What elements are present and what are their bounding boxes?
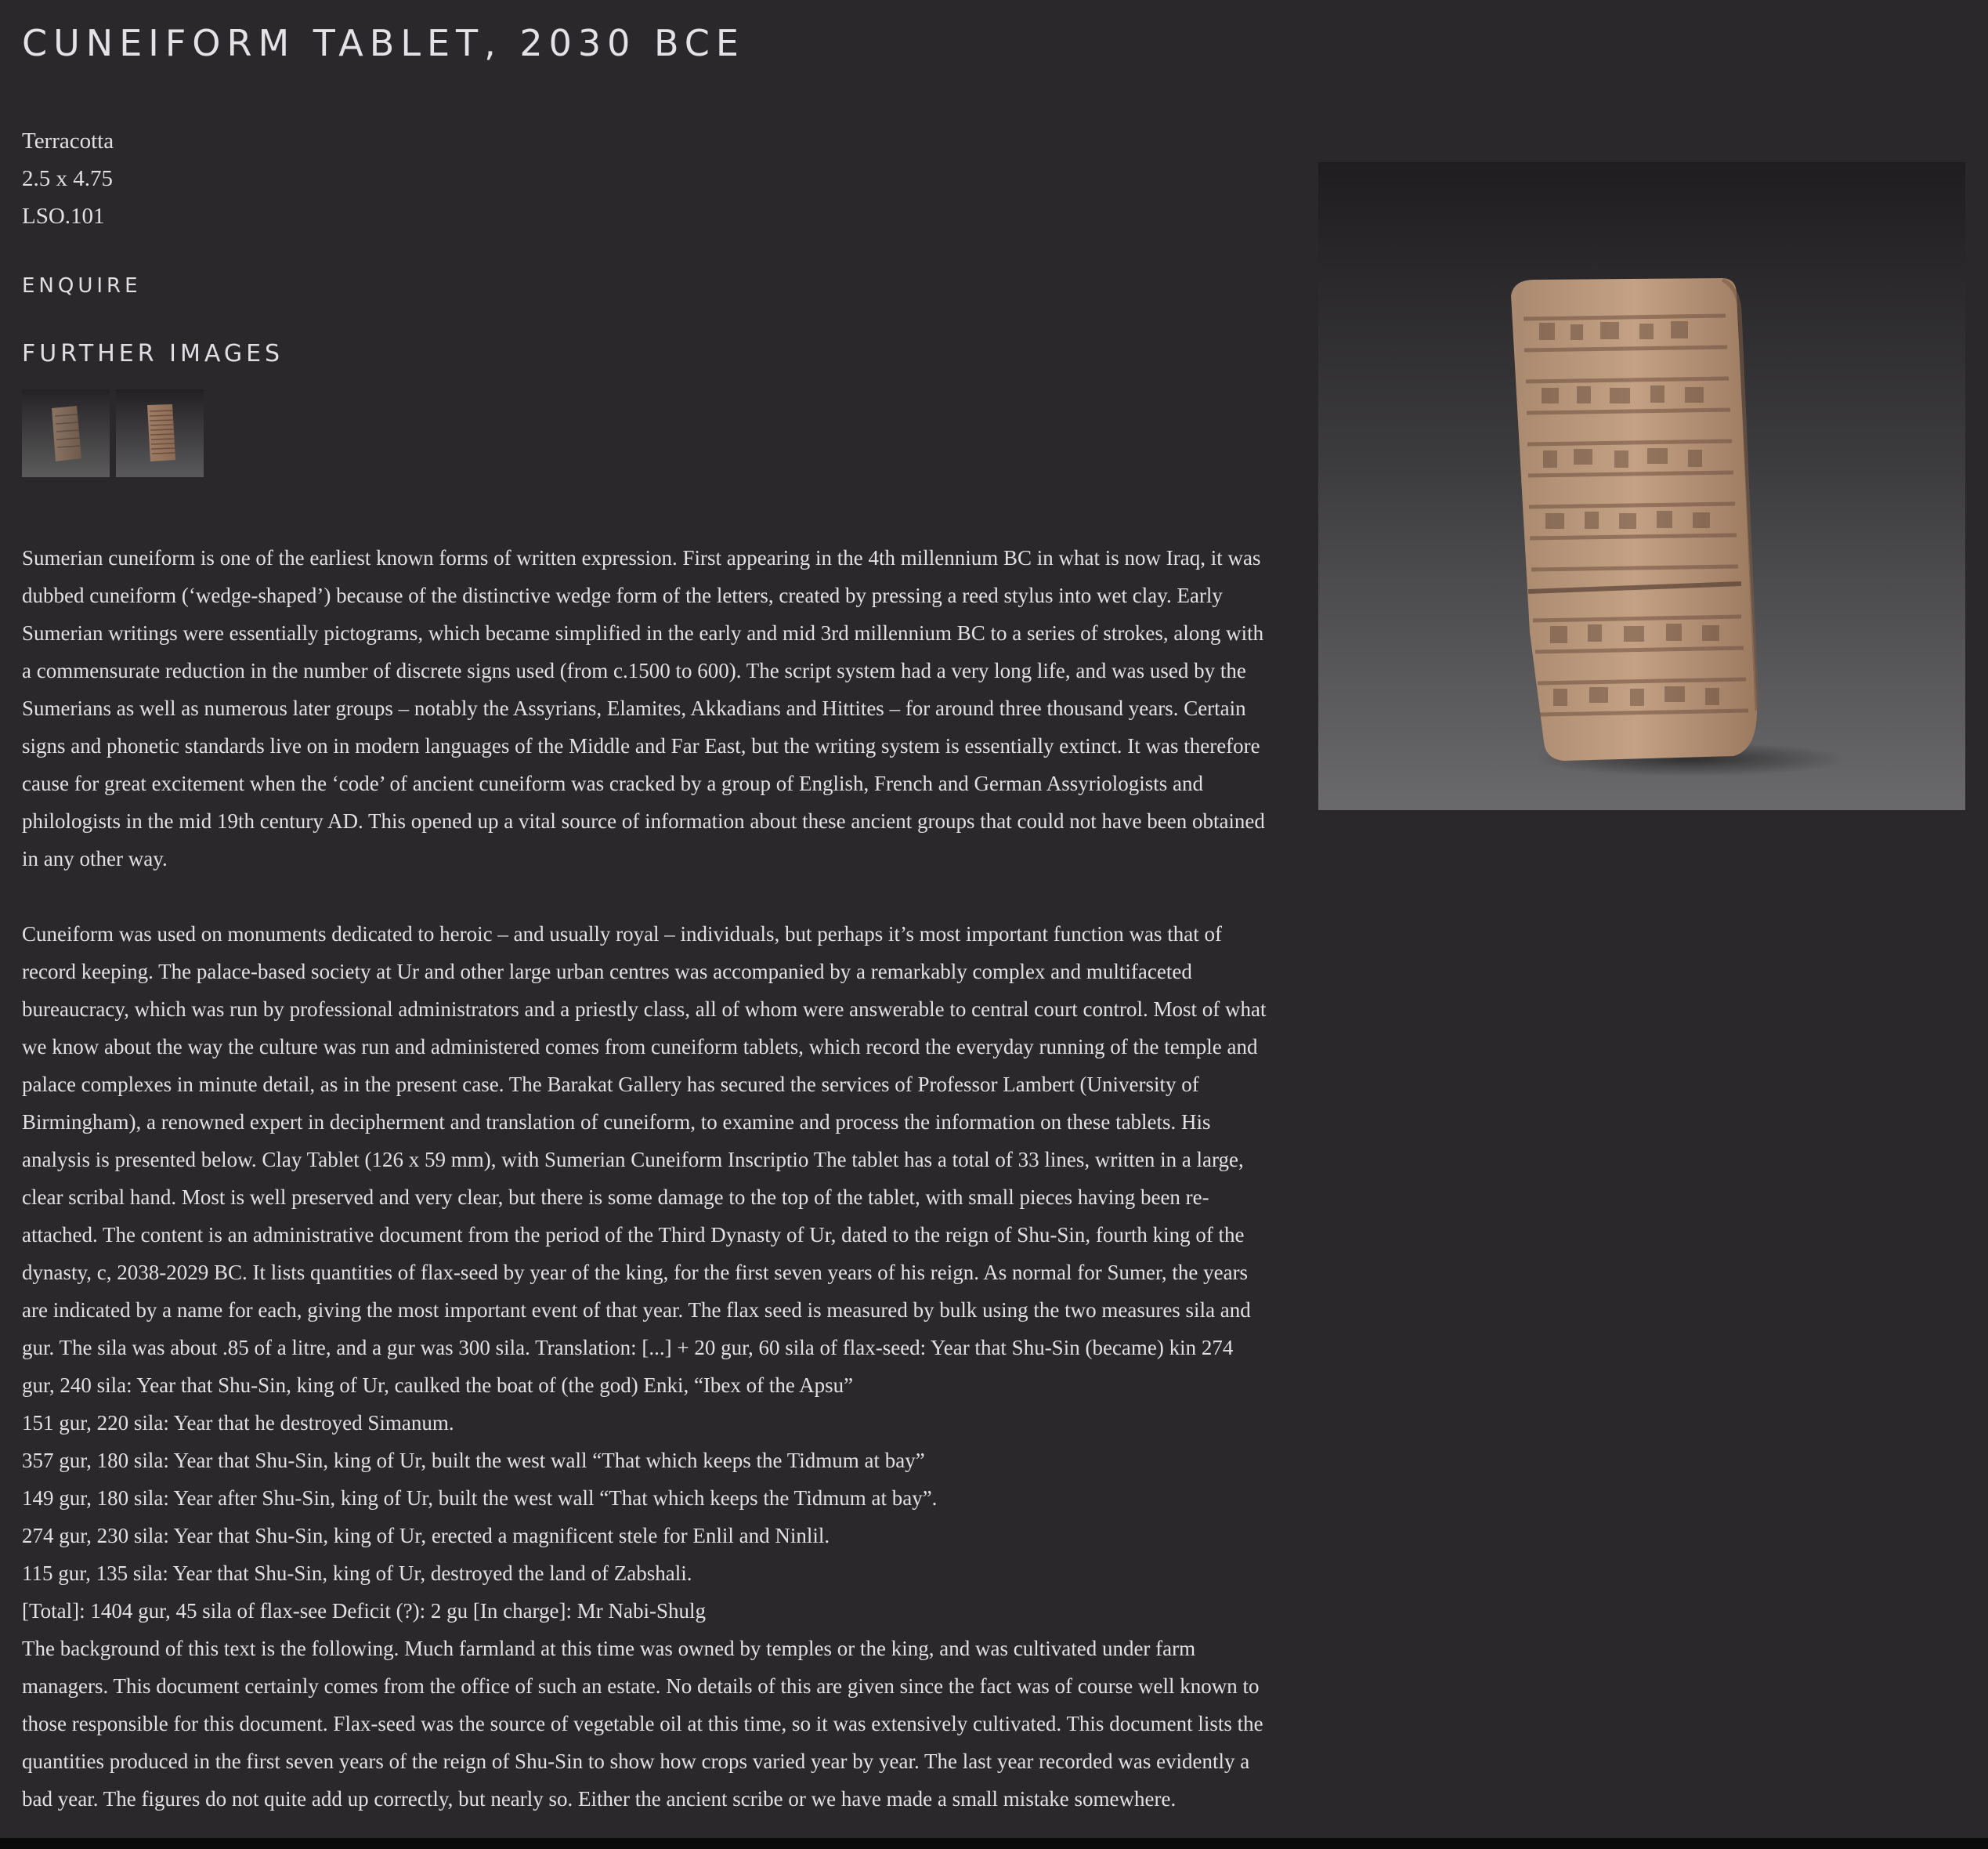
artwork-description — [22, 539, 1267, 1818]
enquire-link[interactable]: ENQUIRE — [22, 274, 142, 298]
translation-line: 274 gur, 230 sila: Year that Shu-Sin, king of Ur, erected a magnificent stele for Enlil and Ninlil. — [22, 1524, 830, 1547]
tablet-thumbnail-image — [116, 389, 204, 477]
description-paragraph: Sumerian cuneiform is one of the earliest known forms of written expression. First appearing in the 4th millennium BC in what is now Iraq, it was dubbed cuneiform (‘wedge-shaped’) because of the distinctive wedge form of the letters, created by pressing a reed stylus into wet clay. Early Sumerian writings were essentially pictograms, which became simplified in the early and mid 3rd millennium BC to a series of strokes, along with a commensurate reduction in the number of discrete signs used (from c.1500 to 600). The script system had a very long life, and was used by the Sumerians as well as numerous later groups – notably the Assyrians, Elamites, Akkadians and Hittites – for around three thousand years. Certain signs and phonetic standards live on in modern languages of the Middle and Far East, but the writing system is essentially extinct. It was therefore cause for great excitement when the ‘code’ of ancient cuneiform was cracked by a group of English, French and German Assyriologists and philologists in the mid 19th century AD. This opened up a vital source of information about these ancient groups that could not have been obtained in any other way. — [22, 546, 1265, 870]
cuneiform-tablet-photo — [1318, 162, 1965, 810]
main-artwork-image — [1318, 162, 1965, 810]
translation-line: 149 gur, 180 sila: Year after Shu-Sin, king of Ur, built the west wall “That which keeps the Tidmum at bay”. — [22, 1486, 938, 1510]
artwork-reference: LSO.101 — [22, 204, 105, 229]
description-paragraph: Cuneiform was used on monuments dedicated to heroic – and usually royal – individuals, but perhaps it’s most important function was that of record keeping. The palace-based society at Ur and other large urban centres was accompanied by a remarkably complex and multifaceted bureaucracy, which was run by professional administrators and a priestly class, all of whom were answerable to central court control. Most of what we know about the way the culture was run and administered comes from cuneiform tablets, which record the everyday running of the temple and palace complexes in minute detail, as in the present case. The Barakat Gallery has secured the services of Professor Lambert (University of Birmingham), a renowned expert in decipherment and translation of cuneiform, to examine and process the information on these tablets. His analysis is presented below. Clay Tablet (126 x 59 mm), with Sumerian Cuneiform Inscriptio The tablet has a total of 33 lines, written in a large, clear scribal hand. Most is well preserved and very clear, but there is some damage to the top of the tablet, with small pieces having been re-attached. The content is an administrative document from the period of the Third Dynasty of Ur, dated to the reign of Shu-Sin, fourth king of the dynasty, c, 2038-2029 BC. It lists quantities of flax-seed by year of the king, for the first seven years of his reign. As normal for Sumer, the years are indicated by a name for each, giving the most important event of that year. The flax seed is measured by bulk using the two measures sila and gur. The sila was about .85 of a litre, and a gur was 300 sila. Translation: [...] + 20 gur, 60 sila of flax-seed: Year that Shu-Sin (became) kin 274 gur, 240 sila: Year that Shu-Sin, king of Ur, caulked the boat of (the god) Enki, “Ibex of the Apsu” — [22, 922, 1267, 1397]
artwork-dimensions: 2.5 x 4.75 — [22, 166, 113, 191]
translation-line: 151 gur, 220 sila: Year that he destroyed Simanum. — [22, 1411, 454, 1435]
description-paragraph: The background of this text is the following. Much farmland at this time was owned by temples or the king, and was cultivated under farm managers. This document certainly comes from the office of such an estate. No details of this are given since the fact was of course well known to those responsible for this document. Flax-seed was the source of vegetable oil at this time, so it was extensively cultivated. This document lists the quantities produced in the first seven years of the reign of Shu-Sin to show how crops varied year by year. The last year recorded was evidently a bad year. The figures do not quite add up correctly, but nearly so. Either the ancient scribe or we have made a small mistake somewhere. — [22, 1637, 1263, 1811]
further-image-thumbnail-1[interactable] — [22, 389, 110, 477]
further-images-heading: FURTHER IMAGES — [22, 340, 284, 367]
tablet-thumbnail-image — [22, 389, 110, 477]
translation-line: 115 gur, 135 sila: Year that Shu-Sin, king of Ur, destroyed the land of Zabshali. — [22, 1561, 692, 1585]
page-title: CUNEIFORM TABLET, 2030 BCE — [22, 22, 745, 64]
further-image-thumbnail-2[interactable] — [116, 389, 204, 477]
translation-line: 357 gur, 180 sila: Year that Shu-Sin, king of Ur, built the west wall “That which keeps the Tidmum at bay” — [22, 1449, 925, 1472]
translation-line: [Total]: 1404 gur, 45 sila of flax-see Deficit (?): 2 gu [In charge]: Mr Nabi-Shulg — [22, 1599, 707, 1623]
artwork-medium: Terracotta — [22, 128, 114, 154]
artwork-details — [22, 122, 114, 235]
